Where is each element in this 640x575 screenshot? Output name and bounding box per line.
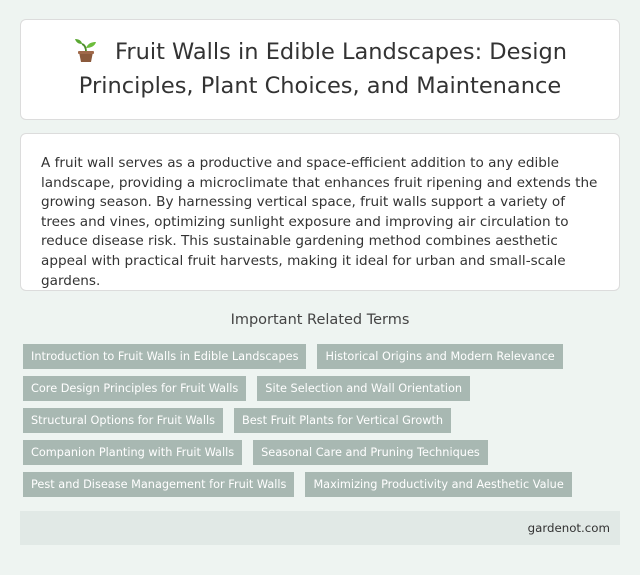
tag-link[interactable]: Seasonal Care and Pruning Techniques <box>253 440 488 465</box>
related-terms-heading: Important Related Terms <box>230 312 410 328</box>
tag-link[interactable]: Site Selection and Wall Orientation <box>257 376 470 401</box>
sprout-icon <box>73 38 99 72</box>
title-card <box>20 19 620 120</box>
tag-row <box>23 408 623 433</box>
footer <box>20 511 620 545</box>
tag-row <box>23 440 623 465</box>
tag-link[interactable]: Pest and Disease Management for Fruit Walls <box>23 472 294 497</box>
tag-link[interactable]: Core Design Principles for Fruit Walls <box>23 376 246 401</box>
tag-link[interactable]: Historical Origins and Modern Relevance <box>317 344 562 369</box>
page-title <box>21 38 619 101</box>
tag-link[interactable]: Best Fruit Plants for Vertical Growth <box>234 408 451 433</box>
tag-link[interactable]: Maximizing Productivity and Aesthetic Value <box>305 472 571 497</box>
tag-row <box>23 472 623 497</box>
page-title-text: Fruit Walls in Edible Landscapes: Design Principles, Plant Choices, and Maintenance <box>78 39 567 99</box>
site-name[interactable]: gardenot.com <box>527 521 610 535</box>
tag-row <box>23 376 623 401</box>
tag-link[interactable]: Structural Options for Fruit Walls <box>23 408 223 433</box>
tag-link[interactable]: Introduction to Fruit Walls in Edible Landscapes <box>23 344 306 369</box>
description-text: A fruit wall serves as a productive and space-efficient addition to any edible landscape, providing a microclimate that enhances fruit ripening and extends the growing season. By harnessing vertical space, fruit walls support a variety of trees and vines, optimizing sunlight exposure and improving air circulation to reduce disease risk. This sustainable gardening method combines aesthetic appeal with practical fruit harvests, making it ideal for urban and small-scale gardens. <box>41 155 598 289</box>
related-terms-list <box>23 344 623 504</box>
description-card <box>20 133 620 291</box>
tag-row <box>23 344 623 369</box>
tag-link[interactable]: Companion Planting with Fruit Walls <box>23 440 242 465</box>
